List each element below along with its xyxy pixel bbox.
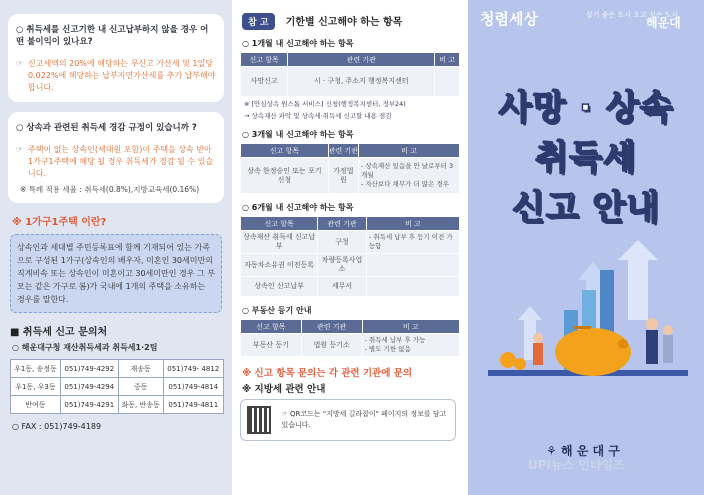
table-row [11,360,224,378]
one-house-heading: ※ 1가구1주택 이란? [12,217,107,228]
table-real-estate [240,319,460,357]
table-cell: 재송동 [118,360,163,378]
column-header: 신고 항목 [241,320,302,334]
city-slogan: 살기 좋은 도시 오고 싶은 도시 [586,11,679,19]
table-row [11,378,224,396]
middle-panel [232,0,468,495]
column-header: 신고 항목 [241,144,329,158]
contact-heading: ■ 취득세 신고 문의처 [10,327,108,338]
table-cell: 좌동, 반송동 [118,396,163,414]
table-6-month [240,216,460,297]
table-row [11,396,224,414]
local-tax-heading: ※ 지방세 관련 안내 [242,384,326,395]
contact-table [10,359,224,414]
qr-code-icon[interactable] [247,406,271,434]
table-cell: - 취득세 납부 후 등기 이전 가능함 [366,231,459,254]
table-row [241,67,460,97]
table-row [241,254,460,277]
cover-title-line2: 취득세 [535,138,637,178]
table-cell [435,67,460,97]
reference-title: 기한별 신고해야 하는 항목 [285,17,403,28]
table-cell [366,277,459,297]
cover-title-line3: 신고 안내 [511,188,661,228]
table-cell: 우1동, 송정동 [11,360,61,378]
table-header-row [241,53,460,67]
column-header: 비 고 [362,320,460,334]
table-cell: 051)749-4292 [60,360,118,378]
one-house-definition: 상속인과 세대별 주민등록표에 함께 기재되어 있는 가족으로 구성된 1가구(상속인의 배우자, 미혼인 30세미만의 직계비속 또는 상속인이 미혼이고 30세미만인 경우 그 부모는 같은 가구로 봄)가 국내에 1개의 주택을 소유하는 경우를 말한다. [10,234,222,313]
table-row [241,158,460,194]
table-cell: 051)749-4811 [163,396,223,414]
column-header: 관련 기관 [328,144,358,158]
table-row [241,277,460,297]
section-6-month: ○ 6개월 내 신고해야 하는 항목 [242,203,354,212]
table-cell: 사망신고 [241,67,288,97]
section-1-month: ○ 1개월 내 신고해야 하는 항목 [242,39,354,48]
qr-text: QR코드는 "지방세 길라잡이" 페이지의 정보를 담고 있습니다. [281,410,447,429]
table-cell: - 취득세 납부 후 가능 - 별도 기한 없음 [362,334,460,357]
qa-card-penalty [8,14,224,102]
table-cell: 법원 등기소 [301,334,362,357]
reference-badge: 참 고 [242,13,275,30]
column-header: 비 고 [435,53,460,67]
table-row [241,231,460,254]
section-3-month: ○ 3개월 내 신고해야 하는 항목 [242,130,354,139]
table-cell: 상속인 신고납부 [241,277,318,297]
answer-text [16,58,216,94]
cover-title-line1 [468,80,704,129]
table-header-row [241,320,460,334]
table-cell: 상속재산 취득세 신고납부 [241,231,318,254]
inquiry-note: ※ 신고 항목 문의는 각 관련 기관에 문의 [242,368,413,379]
arrow-icon: ☞ [16,145,24,154]
title-inheritance: 상속 [605,88,674,128]
column-header: 비 고 [358,144,459,158]
table-cell: 051)749-4291 [60,396,118,414]
answer-body: 주택이 없는 상속인(세대원 포함)이 주택을 상속 받아 1가구1주택에 해당 될 경우 취득세가 경감 될 수 있습니다. [28,145,214,178]
table-cell: 반여동 [11,396,61,414]
question-text: ○ 취득세를 신고기한 내 신고납부하지 않을 경우 어떤 불이익이 있나요? [16,25,209,47]
table-cell: 세무서 [318,277,367,297]
table-cell: 051)749-4814 [163,378,223,396]
table-cell: 중동 [118,378,163,396]
arrow-icon: ☞ [16,59,24,68]
table-1-month [240,52,460,97]
table-cell: 우1동, 우3동 [11,378,61,396]
table-cell: 부동산 등기 [241,334,302,357]
pointer-icon: ☞ [281,410,290,418]
column-header: 관련 기관 [301,320,362,334]
fax-number: ○ FAX : 051)749-4189 [12,422,102,431]
column-header: 관련 기관 [318,217,367,231]
footer-logo-text: 해 운 대 구 [560,444,620,458]
column-header: 신고 항목 [241,217,318,231]
table-cell: 자동차소유권 이전등록 [241,254,318,277]
question-text: ○ 상속과 관련된 취득세 경감 규정이 있습니까 ? [16,123,197,133]
table-cell: 가정법원 [328,158,358,194]
table-cell: 구청 [318,231,367,254]
table-header-row [241,217,460,231]
table-cell: - 상속재산 있음을 안 날로부터 3개월 - 자산보다 채무가 더 많은 경우 [358,158,459,194]
qr-description [281,409,449,431]
table-row [241,334,460,357]
news-watermark: UPI뉴스 민타임즈 [528,458,625,472]
contact-org: ○ 해운대구청 재산취득세과 취득세1·2팀 [12,343,158,352]
qa-card-reduction [8,112,224,203]
column-header: 관련 기관 [288,53,435,67]
haeundae-logo: 해운대 [646,16,681,30]
family-piggybank-illustration [468,240,704,440]
title-death: 사망 · [498,88,606,128]
column-header: 비 고 [366,217,459,231]
cover-panel [468,0,704,495]
left-panel [0,0,232,495]
table-cell: 상속 한정승인 또는 포기 신청 [241,158,329,194]
answer-text [16,144,216,180]
answer-body: 신고세액의 20%에 해당하는 무신고 가산세 및 1일당 0.022%에 해당하는 납부지연가산세를 추가 납부해야 합니다. [28,59,216,92]
qr-box [240,399,456,441]
table-cell: 051)749- 4812 [163,360,223,378]
reference-header [240,10,460,30]
table-3-month [240,143,460,194]
clean-world-logo: 청렴세상 [480,10,538,28]
rate-note: ※ 특례 적용 세율 : 취득세(0.8%),지방교육세(0.16%) [20,185,200,194]
table-cell [366,254,459,277]
emblem-icon: ⚘ [546,444,561,458]
column-header: 신고 항목 [241,53,288,67]
table-cell: 차량등록사업소 [318,254,367,277]
one-stop-note: ※ [안심상속 원스톱 서비스] 신청(행정복지센터, 정부24) [244,100,406,108]
table-header-row [241,144,460,158]
section-real-estate: ○ 부동산 등기 안내 [242,306,312,315]
table-cell: 시 · 구청, 주소지 행정복지센터 [288,67,435,97]
table-cell: 051)749-4294 [60,378,118,396]
one-stop-subnote: → 상속재산 파악 및 상속세·취득세 신고할 내용 점검 [244,112,392,120]
